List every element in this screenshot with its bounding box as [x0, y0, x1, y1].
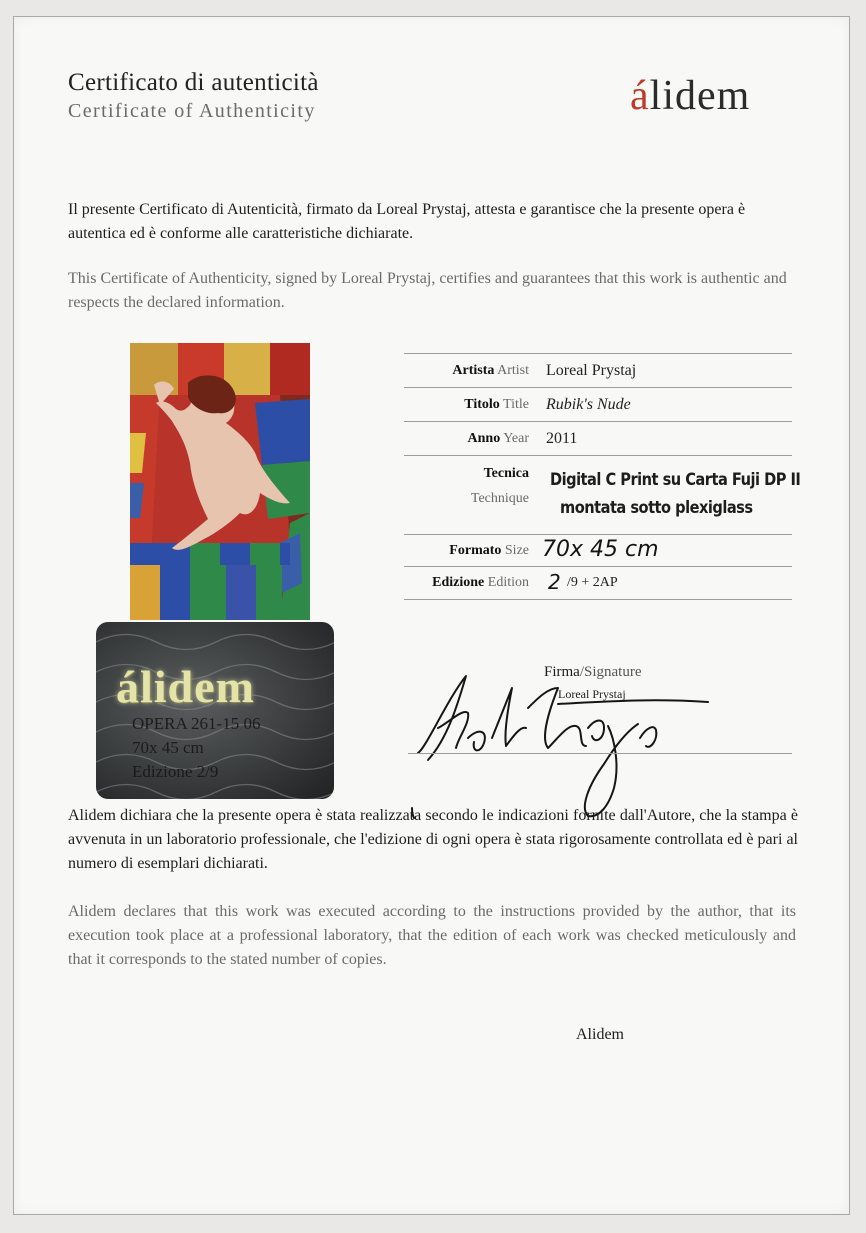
- edition-value: /9 + 2AP: [567, 575, 618, 590]
- alidem-logo: [630, 72, 750, 120]
- edition-label: Edizione Edition: [432, 575, 529, 590]
- title-italian: Certificato di autenticità: [68, 69, 319, 96]
- signature-line: [408, 753, 792, 754]
- size-label: Formato Size: [449, 543, 529, 558]
- closing-signoff: Alidem: [576, 1026, 624, 1043]
- row-edition: [404, 566, 792, 600]
- title-label: Titolo Title: [464, 397, 529, 412]
- row-size: [404, 534, 792, 567]
- row-technique: [404, 455, 801, 535]
- technique-value-line1: Digital C Print su Carta Fuji DP II: [550, 470, 801, 490]
- size-value: 70x 45 cm: [542, 537, 659, 562]
- intro-english: This Certificate of Authenticity, signed by Loreal Prystaj, certifies and guarantees that this work is authentic and respects the declared information.: [68, 270, 787, 311]
- technique-label-en: Technique: [470, 491, 529, 506]
- technique-label-it: Tecnica: [483, 466, 529, 481]
- signature-printed-name: Loreal Prystaj: [558, 687, 626, 701]
- row-year: [404, 421, 792, 456]
- title-value: Rubik's Nude: [546, 396, 631, 413]
- row-title: [404, 387, 792, 422]
- hologram-logo: álidem: [116, 661, 255, 712]
- hologram-edition: Edizione 2/9: [132, 762, 219, 781]
- hologram-size: 70x 45 cm: [132, 738, 204, 757]
- title-english: Certificate of Authenticity: [68, 100, 316, 122]
- year-value: 2011: [546, 430, 578, 447]
- declaration-english: Alidem declares that this work was executed according to the instructions provided by the author, that its execution took place at a professional laboratory, that the edition of each work was checked meticulously and that it corresponds to the stated number of copies.: [68, 903, 796, 968]
- technique-value-line2: montata sotto plexiglass: [560, 498, 753, 518]
- logo-text: lidem: [649, 73, 751, 119]
- intro-italian: Il presente Certificato di Autenticità, firmato da Loreal Prystaj, attesta e garantisce che la presente opera è autentica ed è conforme alle caratteristiche dichiarate.: [68, 201, 746, 242]
- edition-number-handwritten: 2: [548, 570, 561, 594]
- logo-accent: á: [630, 73, 650, 119]
- artist-label: Artista Artist: [452, 363, 529, 378]
- hologram-seal: [96, 622, 334, 799]
- row-artist: [404, 353, 792, 388]
- artwork-image: [130, 343, 310, 620]
- artist-value: Loreal Prystaj: [546, 362, 637, 379]
- declaration-italian: Alidem dichiara che la presente opera è stata realizzata secondo le indicazioni fornite dall'Autore, che la stampa è avvenuta in un laboratorio professionale, che l'edizione di ogni opera è stata rigorosamente controllata ed è pari al numero di esemplari dichiarati.: [68, 807, 798, 872]
- signature-label: Firma/Signature: [544, 664, 642, 680]
- hologram-opera-number: OPERA 261-15 06: [132, 714, 261, 733]
- year-label: Anno Year: [467, 431, 529, 446]
